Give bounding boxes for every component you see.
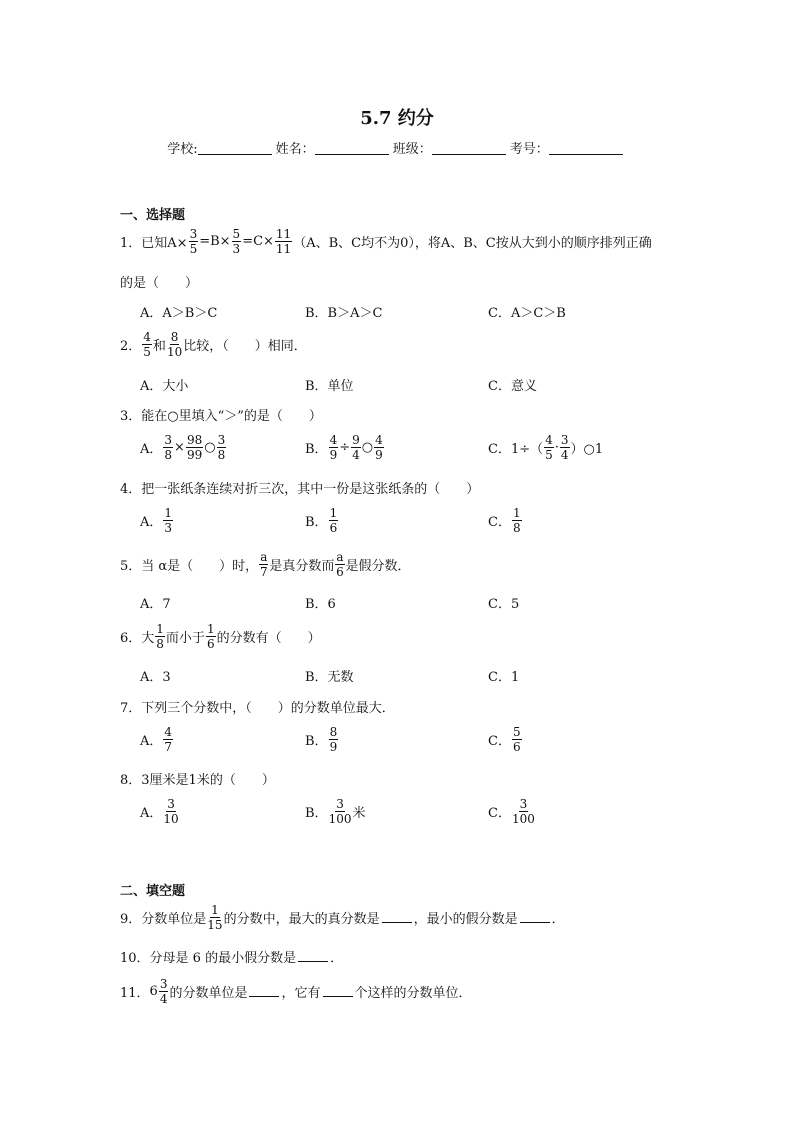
fraction — [329, 798, 352, 825]
fraction — [189, 228, 199, 255]
numerator: a — [336, 550, 344, 564]
numerator: 5 — [512, 725, 521, 739]
option-text: ）○1 — [570, 442, 604, 457]
question-2 — [120, 331, 307, 358]
q9-text: ，最小的假分数是 — [413, 912, 518, 927]
q6-option-b[interactable]: B．无数 — [305, 670, 354, 685]
question-1 — [120, 228, 652, 255]
fraction — [512, 726, 522, 753]
numerator: 1 — [211, 903, 219, 917]
fraction — [163, 726, 173, 753]
fraction — [512, 507, 522, 534]
fraction — [163, 434, 173, 461]
question-7: 7．下列三个分数中，（ ）的分数单位最大． — [120, 701, 395, 716]
numerator: 3 — [159, 977, 168, 991]
q11-text: 11． — [120, 986, 150, 1001]
fraction — [159, 978, 169, 1005]
option-label: B． — [305, 515, 328, 530]
q10-text: ． — [330, 951, 344, 966]
q3-option-b[interactable] — [305, 434, 385, 461]
q1-option-a[interactable]: A．A＞B＞C — [140, 306, 218, 321]
fraction — [206, 623, 216, 650]
numerator: 3 — [164, 433, 173, 447]
q11-text: 个这样的分数单位． — [354, 986, 472, 1001]
fraction — [329, 507, 339, 534]
numerator: 9 — [352, 433, 360, 447]
denominator: 8 — [512, 521, 521, 535]
numerator: 4 — [143, 330, 151, 344]
q4-option-c[interactable] — [488, 507, 523, 534]
circle-blank: ○ — [361, 440, 374, 455]
denominator: 9 — [375, 448, 383, 462]
q3-option-c[interactable] — [488, 434, 603, 461]
numerator: 1 — [156, 622, 164, 636]
fraction — [512, 798, 535, 825]
denominator: 5 — [545, 448, 553, 462]
q1-text-line2: 的是（ ） — [120, 276, 199, 291]
numerator: 1 — [329, 506, 338, 520]
numerator: 1 — [164, 506, 173, 520]
fraction — [186, 434, 203, 461]
option-label: C．1÷（ — [488, 442, 544, 457]
q8-option-c[interactable] — [488, 798, 536, 825]
fraction — [560, 434, 570, 461]
denominator: 15 — [207, 918, 223, 932]
denominator: 5 — [189, 242, 198, 256]
answer-blank[interactable] — [298, 951, 328, 962]
q7-option-a[interactable] — [140, 726, 174, 753]
fraction — [163, 507, 173, 534]
q6-option-c[interactable]: C．1 — [488, 670, 520, 685]
option-label: C． — [488, 734, 511, 749]
numerator: 4 — [545, 433, 553, 447]
denominator: 6 — [329, 521, 338, 535]
fraction — [275, 228, 292, 255]
question-5 — [120, 551, 411, 578]
q1-text: （A、B、C均不为0），将A、B、C按从大到小的顺序排列正确 — [293, 236, 652, 251]
name-label: 姓名： — [275, 142, 315, 157]
q5-text: 5．当 α是（ ）时， — [120, 559, 259, 574]
q5-text: 是真分数而 — [269, 559, 335, 574]
q3-option-a[interactable] — [140, 434, 227, 461]
denominator: 6 — [512, 740, 521, 754]
q9-text: 的分数中，最大的真分数是 — [223, 912, 380, 927]
numerator: 5 — [232, 227, 241, 241]
q1-option-b[interactable]: B．B＞A＞C — [305, 306, 383, 321]
option-label: A． — [140, 806, 163, 821]
operator: ÷ — [339, 440, 351, 455]
fraction — [351, 434, 361, 461]
q2-text: 和 — [152, 339, 166, 354]
option-label: A． — [140, 442, 163, 457]
fraction — [217, 434, 227, 461]
denominator: 8 — [156, 637, 164, 651]
school-blank[interactable] — [198, 142, 272, 155]
fraction — [259, 551, 268, 578]
q2-option-a[interactable]: A．大小 — [140, 379, 189, 394]
numerator: 3 — [336, 797, 344, 811]
class-blank[interactable] — [432, 142, 506, 155]
numerator: 98 — [186, 433, 203, 447]
option-label: B． — [305, 734, 328, 749]
denominator: 4 — [352, 448, 360, 462]
numerator: 3 — [189, 227, 198, 241]
numerator: 4 — [329, 433, 338, 447]
denominator: 10 — [163, 812, 179, 826]
name-blank[interactable] — [315, 142, 389, 155]
operator: · — [554, 440, 559, 455]
q8-option-a[interactable] — [140, 798, 180, 825]
fraction — [329, 726, 339, 753]
student-info-line — [0, 138, 794, 157]
numerator: 4 — [164, 725, 173, 739]
numerator: 4 — [375, 433, 383, 447]
q2-text: 2． — [120, 339, 142, 354]
denominator: 99 — [186, 448, 203, 462]
section-heading-choice: 一、选择题 — [120, 208, 186, 223]
option-label: A． — [140, 515, 163, 530]
fraction — [544, 434, 554, 461]
q4-option-b[interactable] — [305, 507, 339, 534]
numerator: 3 — [167, 797, 175, 811]
fraction — [167, 331, 182, 358]
denominator: 7 — [259, 565, 268, 579]
numerator: 8 — [329, 725, 338, 739]
q2-text: 比较，（ ）相同． — [183, 339, 307, 354]
question-11 — [120, 978, 472, 1005]
question-10 — [120, 947, 343, 966]
answer-blank[interactable] — [520, 912, 550, 923]
denominator: 6 — [336, 565, 344, 579]
numerator: 8 — [170, 330, 179, 344]
operator: × — [174, 440, 185, 455]
fraction — [329, 434, 339, 461]
class-label: 班级： — [392, 142, 432, 157]
denominator: 5 — [143, 345, 151, 359]
q10-text: 10．分母是 6 的最小假分数是 — [120, 951, 297, 966]
page-title: 5.7 约分 — [360, 108, 434, 129]
question-4: 4．把一张纸条连续对折三次，其中一份是这张纸条的（ ） — [120, 482, 480, 497]
q11-text: ，它有 — [281, 986, 321, 1001]
numerator: 1 — [512, 506, 521, 520]
answer-blank[interactable] — [323, 986, 353, 997]
q1-text: =C× — [242, 234, 274, 249]
q7-option-b[interactable] — [305, 726, 339, 753]
denominator: 8 — [164, 448, 173, 462]
denominator: 4 — [159, 992, 168, 1006]
q6-text: 而小于 — [165, 631, 205, 646]
fraction — [232, 228, 242, 255]
denominator: 9 — [329, 448, 338, 462]
denominator: 10 — [166, 345, 183, 359]
fraction — [374, 434, 384, 461]
q11-text: 的分数单位是 — [169, 986, 248, 1001]
fraction — [155, 623, 165, 650]
exam-no-label: 考号： — [509, 142, 549, 157]
numerator: 3 — [217, 433, 226, 447]
option-label: A． — [140, 734, 163, 749]
q8-option-b[interactable] — [305, 798, 365, 825]
question-8: 8．3厘米是1米的（ ） — [120, 773, 275, 788]
denominator: 3 — [164, 521, 173, 535]
denominator: 8 — [217, 448, 226, 462]
q1-option-c[interactable]: C．A＞C＞B — [488, 306, 566, 321]
q1-text: 1．已知A× — [120, 236, 188, 251]
q7-option-c[interactable] — [488, 726, 523, 753]
q5-option-b[interactable]: B．6 — [305, 597, 336, 612]
q6-option-a[interactable]: A．3 — [140, 670, 171, 685]
denominator: 11 — [275, 242, 292, 256]
option-label: B． — [305, 442, 328, 457]
answer-blank[interactable] — [382, 912, 412, 923]
numerator: 11 — [275, 227, 292, 241]
numerator: 1 — [206, 622, 215, 636]
option-label: C． — [488, 806, 511, 821]
denominator: 7 — [164, 740, 173, 754]
denominator: 4 — [560, 448, 569, 462]
numerator: 3 — [519, 797, 528, 811]
question-3: 3．能在○里填入“＞”的是（ ） — [120, 409, 322, 424]
numerator: 3 — [560, 433, 569, 447]
denominator: 3 — [232, 242, 241, 256]
unit-text: 米 — [352, 806, 366, 821]
answer-blank[interactable] — [249, 986, 279, 997]
fraction — [163, 798, 178, 825]
school-label: 学校: — [167, 142, 198, 157]
numerator: a — [260, 550, 268, 564]
whole-number: 6 — [149, 984, 158, 999]
q1-text: =B× — [199, 234, 231, 249]
option-label: B． — [305, 806, 328, 821]
q9-text: 9．分数单位是 — [120, 912, 207, 927]
q2-option-c[interactable]: C．意义 — [488, 379, 537, 394]
q4-option-a[interactable] — [140, 507, 174, 534]
section-heading-fill: 二、填空题 — [120, 884, 186, 899]
question-9 — [120, 904, 565, 931]
denominator: 6 — [206, 637, 215, 651]
q6-text: 6．大 — [120, 631, 155, 646]
denominator: 9 — [329, 740, 338, 754]
circle-blank: ○ — [204, 440, 216, 455]
option-label: C． — [488, 515, 511, 530]
denominator: 100 — [511, 812, 535, 826]
q2-option-b[interactable]: B．单位 — [305, 379, 354, 394]
fraction — [207, 904, 222, 931]
q6-text: 的分数有（ ） — [216, 631, 321, 646]
q5-text: 是假分数． — [345, 559, 411, 574]
denominator: 100 — [328, 812, 352, 826]
fraction — [142, 331, 152, 358]
q9-text: ． — [551, 912, 565, 927]
q5-option-c[interactable]: C．5 — [488, 597, 520, 612]
question-6 — [120, 623, 321, 650]
exam-no-blank[interactable] — [549, 142, 623, 155]
q5-option-a[interactable]: A．7 — [140, 597, 171, 612]
fraction — [335, 551, 344, 578]
